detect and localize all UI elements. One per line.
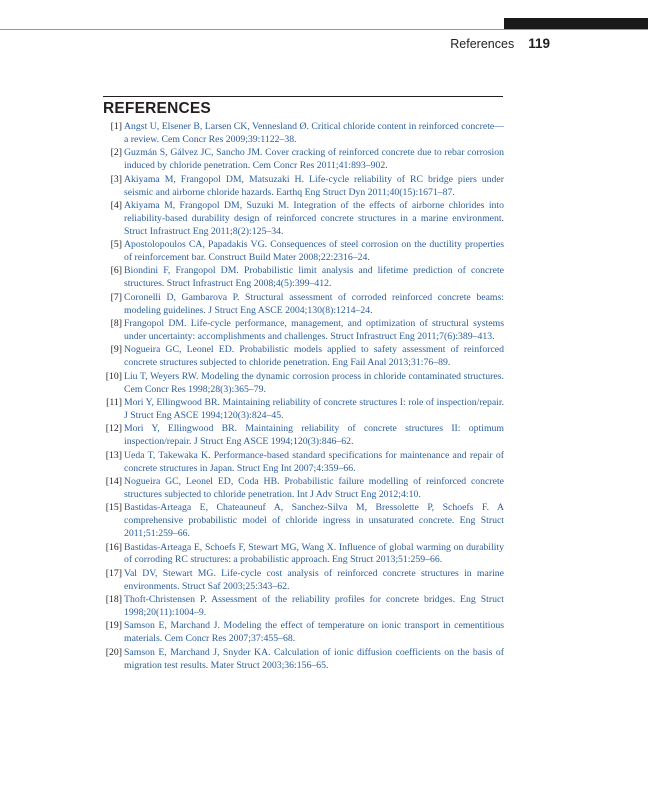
reference-number: [12] bbox=[105, 423, 122, 435]
reference-link[interactable]: Akiyama M, Frangopol DM, Matsuzaki H. Life-cycle reliability of RC bridge piers under seismic and airborne chloride hazards. Earthq Eng Struct Dyn 2011;40(15):1671–87. bbox=[124, 173, 504, 198]
reference-item bbox=[103, 423, 504, 449]
reference-link[interactable]: Angst U, Elsener B, Larsen CK, Vennesland Ø. Critical chloride content in reinforced concrete—a review. Cem Concr Res 2009;39:1122–38. bbox=[124, 121, 504, 145]
reference-number: [4] bbox=[110, 199, 122, 211]
reference-link[interactable]: Guzmán S, Gálvez JC, Sancho JM. Cover cracking of reinforced concrete due to rebar corrosion induced by chloride penetration. Cem Concr Res 2011;41:893–902. bbox=[124, 147, 504, 172]
reference-link[interactable]: Ueda T, Takewaka K. Performance-based standard specifications for maintenance and repair of concrete structures in Japan. Struct Eng Int 2007;4:359–66. bbox=[124, 449, 504, 474]
section-rule bbox=[103, 96, 503, 97]
reference-number: [1] bbox=[110, 121, 122, 132]
reference-item bbox=[103, 344, 504, 370]
reference-item bbox=[103, 620, 504, 646]
reference-item bbox=[103, 121, 504, 147]
reference-item bbox=[103, 265, 504, 291]
reference-item bbox=[103, 568, 504, 594]
reference-link[interactable]: Akiyama M, Frangopol DM, Suzuki M. Integration of the effects of airborne chlorides into reliability-based durability design of reinforced concrete structures in a marine environment. Struct Infrastruct Eng 2011;8(2):125–34. bbox=[124, 199, 504, 237]
reference-item bbox=[103, 542, 504, 568]
reference-link[interactable]: Thoft-Christensen P. Assessment of the reliability profiles for concrete bridges. Eng Struct 1998;20(11):1004–9. bbox=[124, 594, 504, 619]
reference-number: [18] bbox=[105, 594, 122, 606]
reference-link[interactable]: Liu T, Weyers RW. Modeling the dynamic corrosion process in chloride contaminated structures. Cem Concr Res 1998;28(3):365–79. bbox=[124, 370, 504, 395]
reference-item bbox=[103, 594, 504, 620]
reference-number: [9] bbox=[110, 344, 122, 356]
reference-item bbox=[103, 174, 504, 200]
header-rule bbox=[0, 29, 648, 30]
reference-item bbox=[103, 397, 504, 423]
reference-link[interactable]: Frangopol DM. Life-cycle performance, management, and optimization of structural systems under uncertainty: accomplishments and challenges. Struct Infrastruct Eng 2011;7(6):389–413. bbox=[124, 318, 504, 342]
reference-number: [13] bbox=[105, 449, 122, 461]
reference-link[interactable]: Coronelli D, Gambarova P. Structural assessment of corroded reinforced concrete beams: modeling guidelines. J Struct Eng ASCE 2004;130(8):1214–24. bbox=[124, 291, 504, 316]
running-title: References bbox=[450, 37, 515, 51]
page-number: 119 bbox=[528, 36, 550, 51]
reference-link[interactable]: Samson E, Marchand J, Snyder KA. Calculation of ionic diffusion coefficients on the basis of migration test results. Mater Struct 2003;36:156–65. bbox=[124, 646, 504, 671]
reference-number: [3] bbox=[110, 173, 122, 185]
reference-list bbox=[103, 121, 504, 673]
reference-number: [11] bbox=[106, 397, 122, 409]
reference-link[interactable]: Apostolopoulos CA, Papadakis VG. Consequences of steel corrosion on the ductility properties of reinforcement bar. Construct Build Mater 2008;22:2316–24. bbox=[124, 239, 504, 264]
reference-link[interactable]: Nogueira GC, Leonel ED, Coda HB. Probabilistic failure modelling of reinforced concrete structures subjected to chloride penetration. Int J Adv Struct Eng 2012;4:10. bbox=[124, 475, 504, 500]
reference-item bbox=[103, 647, 504, 673]
reference-link[interactable]: Samson E, Marchand J. Modeling the effect of temperature on ionic transport in cementitious materials. Cem Concr Res 2007;37:455–68. bbox=[124, 620, 504, 645]
reference-number: [15] bbox=[105, 502, 122, 514]
reference-number: [7] bbox=[110, 291, 122, 303]
reference-item bbox=[103, 200, 504, 239]
reference-item bbox=[103, 239, 504, 265]
reference-item bbox=[103, 450, 504, 476]
reference-link[interactable]: Bastidas-Arteaga E, Schoefs F, Stewart MG, Wang X. Influence of global warming on durability of corroding RC structures: a probabilistic approach. Eng Struct 2013;51:259–66. bbox=[124, 541, 504, 566]
reference-number: [14] bbox=[105, 475, 122, 487]
reference-link[interactable]: Mori Y, Ellingwood BR. Maintaining reliability of concrete structures I: role of inspection/repair. J Struct Eng ASCE 1994;120(3):824–45. bbox=[124, 397, 504, 421]
reference-item bbox=[103, 502, 504, 541]
reference-link[interactable]: Bastidas-Arteaga E, Chateauneuf A, Sanchez-Silva M, Bressolette P, Schoefs F. A comprehensive probabilistic model of chloride ingress in unsaturated concrete. Eng Struct 2011;51:259–66. bbox=[124, 502, 504, 540]
reference-number: [8] bbox=[110, 318, 122, 330]
reference-number: [2] bbox=[110, 147, 122, 159]
reference-number: [5] bbox=[110, 239, 122, 251]
running-head bbox=[450, 36, 550, 51]
reference-link[interactable]: Nogueira GC, Leonel ED. Probabilistic models applied to safety assessment of reinforced concrete structures subjected to chloride penetration. Eng Fail Anal 2013;31:76–89. bbox=[124, 344, 504, 369]
reference-item bbox=[103, 147, 504, 173]
reference-number: [6] bbox=[110, 265, 122, 277]
reference-number: [17] bbox=[105, 567, 122, 579]
reference-item bbox=[103, 318, 504, 344]
reference-link[interactable]: Biondini F, Frangopol DM. Probabilistic limit analysis and lifetime prediction of concrete structures. Struct Infrastruct Eng 2008;4(5):399–412. bbox=[124, 265, 504, 290]
section-title: REFERENCES bbox=[103, 100, 211, 117]
reference-item bbox=[103, 476, 504, 502]
reference-number: [20] bbox=[105, 646, 122, 658]
reference-link[interactable]: Val DV, Stewart MG. Life-cycle cost analysis of reinforced concrete structures in marine environments. Struct Saf 2003;25:343–62. bbox=[124, 567, 504, 592]
reference-item bbox=[103, 292, 504, 318]
reference-number: [10] bbox=[105, 370, 122, 382]
reference-number: [16] bbox=[105, 541, 122, 553]
reference-item bbox=[103, 371, 504, 397]
reference-number: [19] bbox=[105, 620, 122, 632]
reference-link[interactable]: Mori Y, Ellingwood BR. Maintaining reliability of concrete structures II: optimum inspection/repair. J Struct Eng ASCE 1994;120(3):846–62. bbox=[124, 423, 504, 448]
